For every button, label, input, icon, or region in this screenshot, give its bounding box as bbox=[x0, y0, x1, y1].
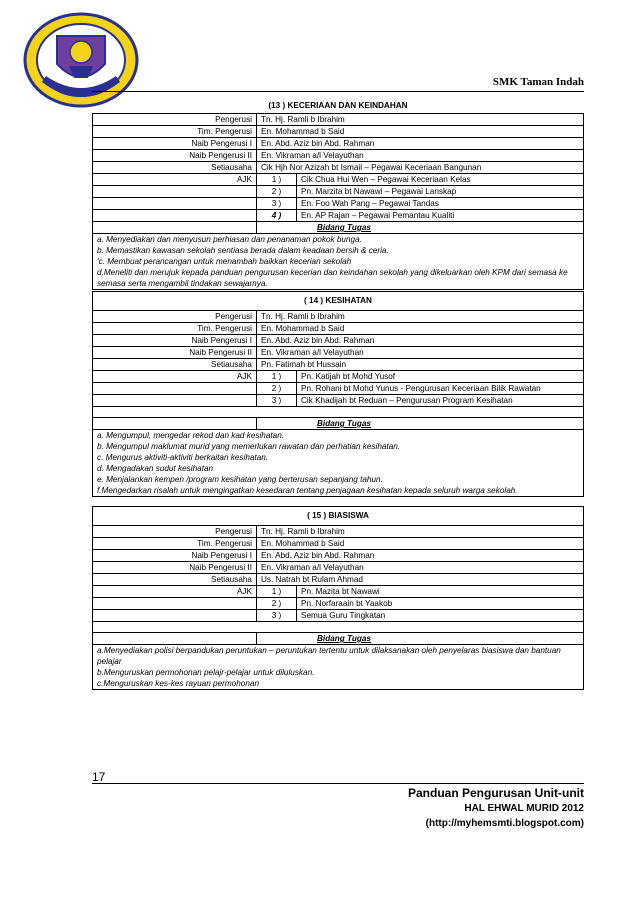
duty-item: a. Menyediakan dan menyusun perhiasan dan penanaman pokok bunga. bbox=[97, 235, 362, 244]
role-name: Pn. Fatimah bt Hussain bbox=[257, 359, 584, 371]
role-label: Pengerusi bbox=[93, 311, 257, 323]
bidang-tugas-heading: Bidang Tugas bbox=[257, 418, 584, 430]
section-keceriaan bbox=[92, 99, 584, 290]
bidang-tugas-heading: Bidang Tugas bbox=[257, 222, 584, 234]
duty-item: b. Memastikan kawasan sekolah sentiasa berada dalam keadaan bersih & ceria. bbox=[97, 246, 389, 255]
role-name: Tn. Hj. Ramli b Ibrahim bbox=[257, 526, 584, 538]
duty-item: d.Meneliti dan merujuk kepada panduan pengurusan kecerian dan keindahan sekolah yang dikeluarkan oleh KPM dari semasa ke semasa serta mengambil tindakan sewajarnya. bbox=[97, 268, 568, 288]
ajk-name: Cik Khadijah bt Reduan – Pengurusan Program Kesihatan bbox=[297, 395, 584, 407]
duty-item: 'c. Membuat perancangan untuk menambah baikkan kecerian sekolah bbox=[97, 257, 352, 266]
role-label: Naib Pengerusi I bbox=[93, 550, 257, 562]
role-name: Cik Hjh Nor Azizah bt Ismail – Pegawai Keceriaan Bangunan bbox=[257, 162, 584, 174]
role-name: En. Abd. Aziz bin Abd. Rahman bbox=[257, 550, 584, 562]
ajk-number: 2 ) bbox=[257, 383, 297, 395]
role-name: Us. Natrah bt Rulam Ahmad bbox=[257, 574, 584, 586]
duty-item: b. Mengumpul maklumat murid yang memerlukan rawatan dan perhatian kesihatan. bbox=[97, 442, 401, 451]
duties-list bbox=[92, 645, 584, 690]
section-title: ( 15 ) BIASISWA bbox=[93, 507, 584, 526]
duties-list bbox=[92, 430, 584, 497]
role-name: En. Abd. Aziz bin Abd. Rahman bbox=[257, 335, 584, 347]
ajk-number: 2 ) bbox=[257, 598, 297, 610]
footer bbox=[408, 786, 584, 831]
ajk-name: Pn. Katijah bt Mohd Yusof bbox=[297, 371, 584, 383]
role-label: Naib Pengerusi II bbox=[93, 562, 257, 574]
role-label: Naib Pengerusi II bbox=[93, 150, 257, 162]
role-label: Setiausaha bbox=[93, 359, 257, 371]
role-name: En. Abd. Aziz bin Abd. Rahman bbox=[257, 138, 584, 150]
ajk-number: 2 ) bbox=[257, 186, 297, 198]
footer-title: Panduan Pengurusan Unit-unit bbox=[408, 786, 584, 800]
school-logo bbox=[22, 12, 140, 110]
role-label: Pengerusi bbox=[93, 114, 257, 126]
ajk-name: En. Foo Wah Pang – Pegawai Tandas bbox=[297, 198, 584, 210]
ajk-number: 3 ) bbox=[257, 198, 297, 210]
role-name: En. Mohammad b Said bbox=[257, 126, 584, 138]
role-label: Setiausaha bbox=[93, 162, 257, 174]
role-name: Tn. Hj. Ramli b Ibrahim bbox=[257, 114, 584, 126]
footer-url: (http://myhemsmti.blogspot.com) bbox=[425, 818, 584, 829]
ajk-name: Pn. Marzita bt Nawawi – Pegawai Lanskap bbox=[297, 186, 584, 198]
role-name: En. Vikraman a/l Velayuthan bbox=[257, 150, 584, 162]
duty-item: d. Mengadakan sudut kesihatan bbox=[97, 464, 214, 473]
ajk-name: Pn. Mazita bt Nawawi bbox=[297, 586, 584, 598]
ajk-label: AJK bbox=[93, 371, 257, 383]
section-biasiswa bbox=[92, 506, 584, 690]
duty-item: f.Mengedarkan risalah untuk mengingatkan kesedaran tentang penjagaan kesihatan kepada seluruh warga sekolah. bbox=[97, 486, 518, 495]
ajk-label: AJK bbox=[93, 174, 257, 186]
ajk-name: Cik Chua Hui Wen – Pegawai Keceriaan Kelas bbox=[297, 174, 584, 186]
role-label: Naib Pengerusi I bbox=[93, 138, 257, 150]
role-name: En. Vikraman a/l Velayuthan bbox=[257, 562, 584, 574]
role-name: En. Mohammad b Said bbox=[257, 538, 584, 550]
ajk-number: 3 ) bbox=[257, 395, 297, 407]
role-label: Tim. Pengerusi bbox=[93, 323, 257, 335]
role-label: Setiausaha bbox=[93, 574, 257, 586]
role-label: Tim. Pengerusi bbox=[93, 126, 257, 138]
duty-item: c. Mengurus aktiviti-aktiviti berkaitan kesihatan. bbox=[97, 453, 269, 462]
footer-subtitle: HAL EHWAL MURID 2012 bbox=[464, 803, 584, 814]
duty-item: e. Menjalankan kempen /program kesihatan yang berterusan sepanjang tahun. bbox=[97, 475, 383, 484]
duty-item: c.Menguruskan kes-kes rayuan permohonan bbox=[97, 679, 260, 688]
ajk-name: En. AP Rajan – Pegawai Pemantau Kualiti bbox=[297, 210, 584, 222]
role-name: En. Mohammad b Said bbox=[257, 323, 584, 335]
bidang-tugas-heading: Bidang Tugas bbox=[257, 633, 584, 645]
ajk-number: 1 ) bbox=[257, 371, 297, 383]
role-label: Naib Pengerusi II bbox=[93, 347, 257, 359]
role-name: Tn. Hj. Ramli b Ibrahim bbox=[257, 311, 584, 323]
school-name: SMK Taman Indah bbox=[492, 76, 584, 88]
ajk-number: 4 ) bbox=[257, 210, 297, 222]
ajk-name: Pn. Rohani bt Mohd Yunus - Pengurusan Keceriaan Bilik Rawatan bbox=[297, 383, 584, 395]
duties-list bbox=[92, 234, 584, 290]
section-title: ( 14 ) KESIHATAN bbox=[93, 292, 584, 311]
section-title: (13 ) KECERIAAN DAN KEINDAHAN bbox=[268, 101, 408, 110]
ajk-number: 1 ) bbox=[257, 174, 297, 186]
page-number: 17 bbox=[92, 770, 106, 784]
role-label: Pengerusi bbox=[93, 526, 257, 538]
ajk-name: Pn. Norfaraain bt Yaakob bbox=[297, 598, 584, 610]
duty-item: a.Menyediakan polisi berpandukan peruntukan – peruntukan tertentu untuk dilaksanakan oleh penyelaras biasiswa dan bantuan pelajar bbox=[97, 646, 561, 666]
role-name: En. Vikraman a/l Velayuthan bbox=[257, 347, 584, 359]
ajk-name: Semua Guru Tingkatan bbox=[297, 610, 584, 622]
ajk-number: 1 ) bbox=[257, 586, 297, 598]
section-kesihatan bbox=[92, 291, 584, 497]
duty-item: a. Mengumpul, mengedar rekod dan kad kesihatan. bbox=[97, 431, 285, 440]
duty-item: b.Menguruskan permohonan pelajr-pelajar untuk diluluskan. bbox=[97, 668, 315, 677]
footer-divider bbox=[92, 783, 584, 784]
ajk-number: 3 ) bbox=[257, 610, 297, 622]
role-label: Tim. Pengerusi bbox=[93, 538, 257, 550]
header-divider bbox=[92, 91, 584, 92]
ajk-label: AJK bbox=[93, 586, 257, 598]
role-label: Naib Pengerusi I bbox=[93, 335, 257, 347]
